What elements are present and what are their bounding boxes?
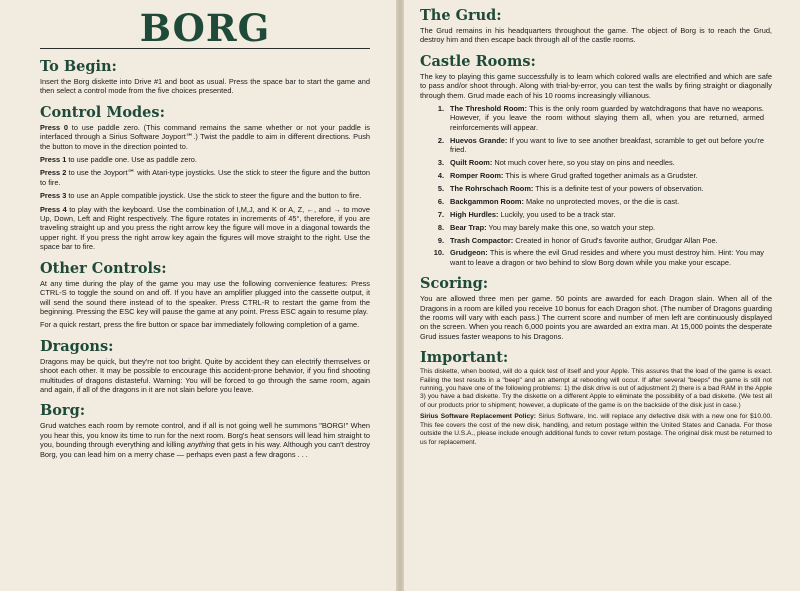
room-name: Romper Room: [450,170,504,180]
room-text: This is the only room guarded by watchdragons that have no weapons. However, if you leave the room without slaying them all, when you are returned, armed reinforcements will appear. [450,104,764,132]
list-item [420,184,772,193]
room-description [450,210,772,219]
room-description [450,223,772,232]
control-mode-3 [40,191,370,200]
room-number: 8. [437,222,444,232]
room-name: Backgammon Room: [450,196,524,206]
control-mode-text: to use paddle one. Use as paddle zero. [66,155,197,165]
room-number: 2. [437,135,444,145]
room-text: Created in honor of Grud's favorite author, Grudgar Allan Poe. [513,235,718,245]
quick-restart-text: For a quick restart, press the fire button or space bar immediately following completion of a game. [40,320,360,330]
room-description [450,248,772,267]
to-begin-text: Insert the Borg diskette into Drive #1 and boot as usual. Press the space bar to start the game and then select a control mode from the five choices presented. [40,77,370,96]
control-mode-key: Press 3 [40,191,67,201]
room-text: This is where the evil Grud resides and where you must destroy him. Hint: You may want to leave a dragon or two behind to slow Borg down while you make your escape. [450,248,764,267]
control-mode-0 [40,123,370,151]
room-number: 10. [433,248,444,258]
room-text: This is where Grud grafted together animals as a Grudster. [503,170,698,180]
left-page [0,0,396,591]
room-number: 7. [437,209,444,219]
room-name: The Threshold Room: [450,104,527,114]
room-text: Not much cover here, so you stay on pins and needles. [492,158,675,168]
room-text: Luckily, you used to be a track star. [498,209,616,219]
grud-text: The Grud remains in his headquarters throughout the game. The object of Borg is to reach the Grud, destroy him and then escape back through all of the castle rooms. [420,26,772,45]
control-mode-text: to play with the keyboard. Use the combination of I,M,J, and K or A, Z, ←, and → to move Up, Down, Left and Right respectively. The figure rotates in increments of 45°, therefore, if you are traveling straight up and you press the right arrow key the figure will move in a diagonal towards the upper right. If you press the right arrow key again the figures will move straight to the right. Use the space bar to fire. [40,204,370,252]
room-number: 6. [437,196,444,206]
to-begin-heading: To Begin: [40,58,117,75]
castle-rooms-intro: The key to playing this game successfully is to learn which colored walls are electrified and which are safe to pass and/or shoot through. Along with trial-by-error, you can test the walls by firing straight or diagonally through them. Grud made each of his 10 rooms increasingly villianous. [420,71,772,100]
control-mode-text: to use an Apple compatible joystick. Use the stick to steer the figure and the button to fire. [66,191,362,201]
room-number: 9. [437,235,444,245]
castle-rooms-heading: Castle Rooms: [420,52,536,70]
control-mode-key: Press 4 [40,204,67,214]
room-number: 3. [437,158,444,168]
scoring-heading: Scoring: [420,275,489,293]
room-number: 4. [437,170,444,180]
dragons-heading: Dragons: [40,337,114,355]
important-text: This diskette, when booted, will do a quick test of itself and your Apple. This assures that the load of the game is exact. Failing the test results in a "beep" and an attempt at rebooting will occur. If after several "beeps" the game is still not running, you have one of the following problems: 1) the disk drive is out of adjustment 2) there is a bad RAM in the Apple 3) you have a bad diskette. Try the diskette on a different Apple to eliminate the possibility of a bad diskette. (We test all of our products prior to shipment; however, a duplicate of the game is on the backside of the disk just in case.) [420,368,772,409]
other-controls-heading: Other Controls: [40,259,167,277]
borg-text-part: Grud watches each room by remote control, and if all is not going well he summons "BORG!" When you hear this, you know its time to run for the next room. Borg's heat sensors will lead him straight to you, bounding through everything and killing [40,421,370,450]
list-item [420,104,772,132]
room-number: 5. [437,183,444,193]
room-text: If you want to live to see another breakfast, scramble to get out before you're fried. [450,135,764,155]
control-mode-key: Press 2 [40,168,67,178]
room-description [450,104,772,132]
borg-text [40,421,370,459]
list-item [420,223,772,232]
room-description [450,136,772,155]
page-gutter [396,0,404,591]
list-item [420,158,772,167]
control-mode-2 [40,168,370,187]
control-mode-1 [40,155,370,164]
right-page [404,0,800,591]
control-mode-key: Press 0 [40,122,69,132]
list-item [420,210,772,219]
document-title: BORG [139,6,271,50]
room-description [450,236,772,245]
list-item [420,236,772,245]
room-name: Trash Compactor: [450,235,514,245]
control-modes-heading: Control Modes: [40,103,165,121]
replacement-policy [420,413,772,447]
other-controls-text: At any time during the play of the game you may use the following convenience features: Press CTRL-S to toggle the sound on and off. If you have an amplifier plugged into the cassette output, it will send the sound there instead of to the speaker. Press CTRL-R to restart the game from the beginning. Pressing the ESC key will pause the game at any point. Press ESC again to resume play. [40,278,370,316]
list-item [420,171,772,180]
borg-heading: Borg: [40,402,86,420]
replacement-policy-label: Sirius Software Replacement Policy: [420,413,536,421]
control-mode-key: Press 1 [40,155,67,165]
list-item [420,197,772,206]
room-name: Grudgeon: [450,248,488,258]
castle-rooms-list [420,104,772,267]
dragons-text: Dragons may be quick, but they're not too bright. Quite by accident they can electrify themselves or shoot each other. It may be possible to encourage this accident-prone behavior, if you find shooting multitudes of dragons distasteful. Warning: You will be forced to go through the same room, again and again, if all of the dragons in it are not slain before you leave. [40,356,370,394]
control-mode-4 [40,205,370,252]
room-name: High Hurdles: [450,209,499,219]
grud-heading: The Grud: [420,7,502,24]
scoring-text: You are allowed three men per game. 50 points are awarded for each Dragon slain. When all of the Dragons in a room are killed you receive 10 bonus for each Dragon shot. (The number of Dragons guarding the rooms will vary with each pass.) The current score and number of men left are continuously displayed on the screen. When you reach 6,000 points you are awarded an extra man. At 15,000 points the desperate Grud issues faster weapons to his Dragons. [420,294,772,341]
room-name: Quilt Room: [450,158,493,168]
borg-text-part: that gets in his way. Although you can't destroy Borg, you can lead him on a merry chase — perhaps even past a few dragons . . . [40,440,370,459]
room-description [450,171,772,180]
control-mode-text: to use the Joyport℠ with Atari-type joysticks. Use the stick to steer the figure and the button to fire. [40,168,370,187]
list-item [420,248,772,267]
room-name: Huevos Grande: [450,135,508,145]
room-name: Bear Trap: [450,222,487,232]
room-text: You may barely make this one, so watch your step. [486,222,655,232]
control-mode-text: to use paddle zero. (This command remains the same whether or not your paddle is interfaced through a Sirius Software Joyport℠.) Twist the paddle to aim in different directions. Push the button to move in the direction pointed to. [40,122,370,151]
room-number: 1. [437,104,444,114]
list-item [420,136,772,155]
room-text: Make no unprotected moves, or the die is cast. [523,196,680,206]
important-heading: Important: [420,349,509,367]
room-description [450,197,772,206]
borg-text-emphasis: anything [186,440,215,450]
replacement-policy-text: Sirius Software, Inc. will replace any defective disk with a new one for $10.00. This fee covers the cost of the new disk, handling, and return postage within the United States and Canada. For those outside the U.S.A., please include enough additional funds to cover return postage. The original disk must be returned to us for replacement. [420,413,772,446]
room-description [450,184,772,193]
room-description [450,158,772,167]
room-text: This is a definite test of your powers of observation. [533,183,704,193]
room-name: The Rohrschach Room: [450,183,534,193]
